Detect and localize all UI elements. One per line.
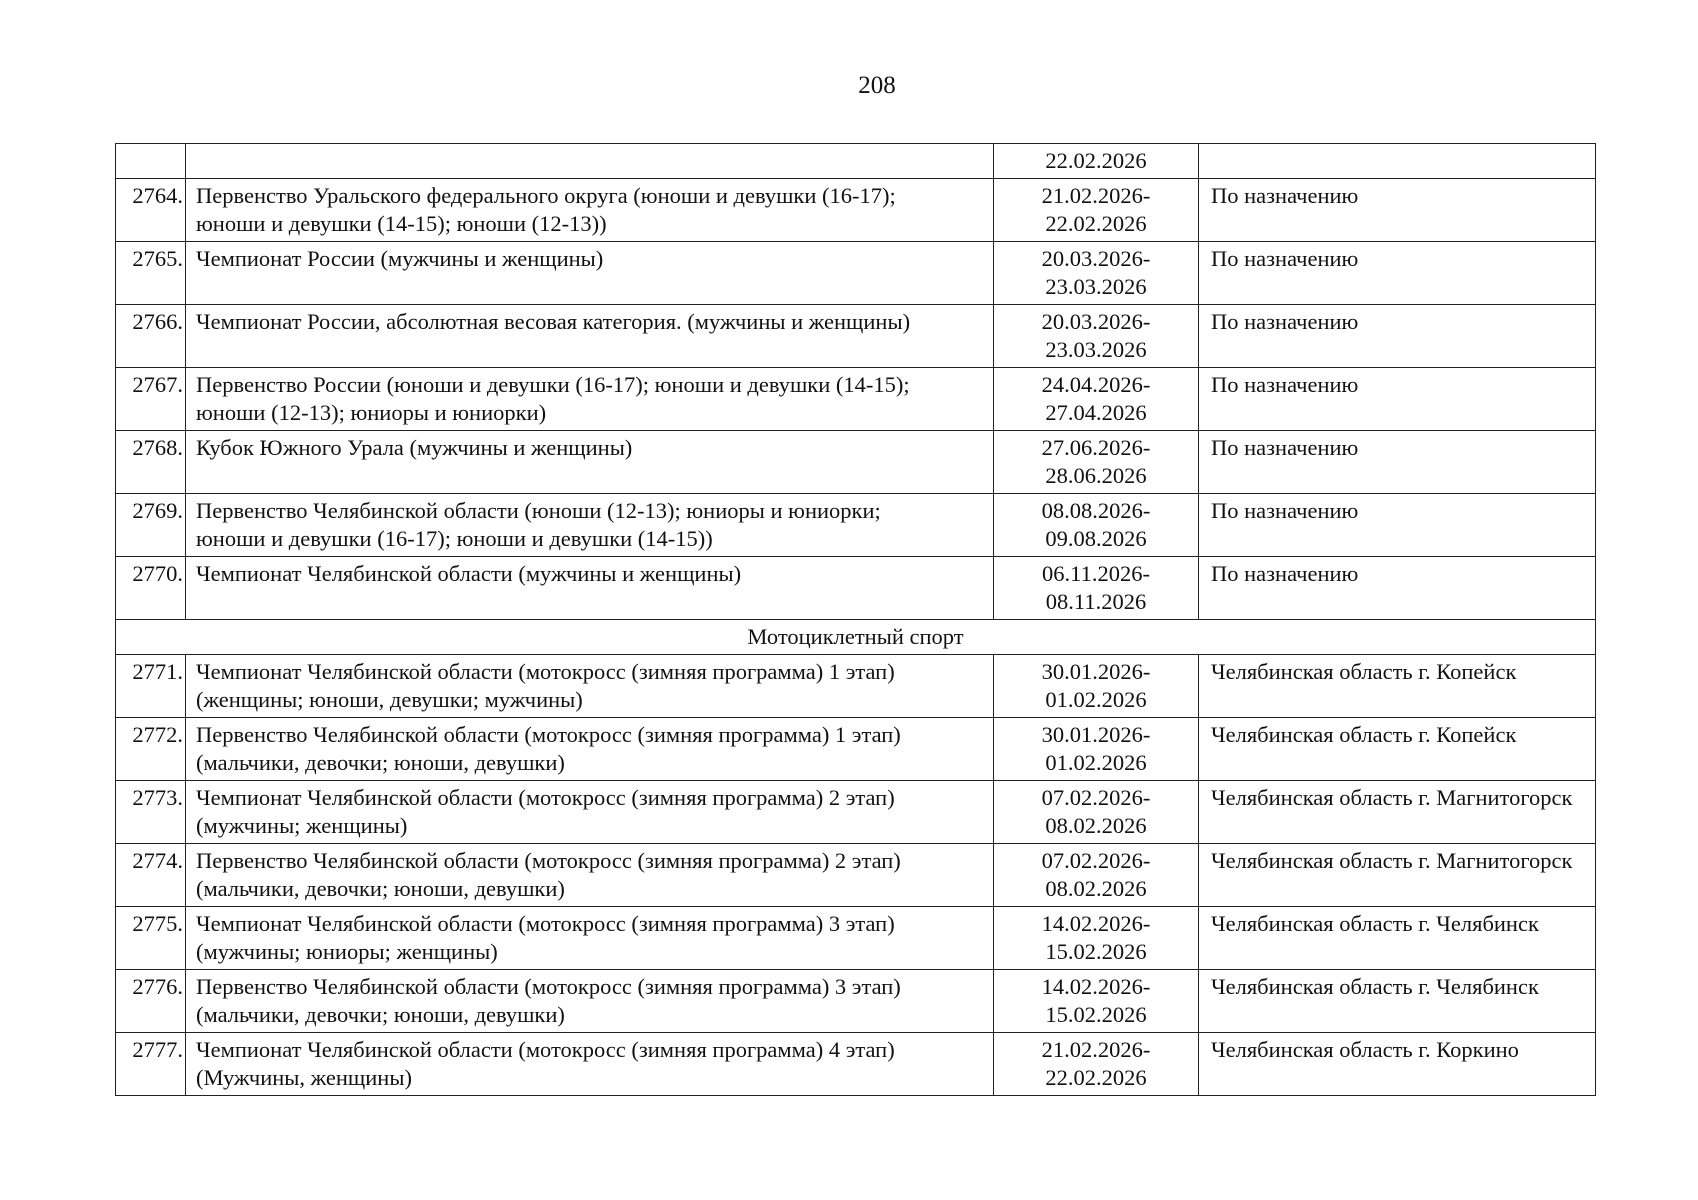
event-name-line: Чемпионат Челябинской области (мотокросс (зимняя программа) 3 этап) [196, 911, 895, 936]
event-place-cell [1199, 305, 1596, 368]
date-end: 27.04.2026 [1045, 400, 1147, 425]
event-dates-cell [994, 368, 1199, 431]
date-start: 06.11.2026- [1042, 561, 1150, 586]
event-dates-cell [994, 970, 1199, 1033]
date-end: 22.02.2026 [1045, 1065, 1147, 1090]
event-place-cell [1199, 844, 1596, 907]
event-dates-cell [994, 844, 1199, 907]
row-number-cell: 2771. [116, 655, 186, 718]
row-number-cell: 2776. [116, 970, 186, 1033]
event-dates-cell [994, 718, 1199, 781]
event-name-line: юноши (12-13); юниоры и юниорки) [196, 400, 547, 425]
table-row [116, 179, 1596, 242]
event-place-cell [1199, 907, 1596, 970]
event-place: По назначению [1211, 246, 1359, 271]
date-start: 07.02.2026- [1041, 785, 1151, 810]
date-start: 21.02.2026- [1041, 1037, 1151, 1062]
event-name-cell [186, 844, 994, 907]
event-name-line: (мужчины; юниоры; женщины) [196, 939, 498, 964]
section-title: Мотоциклетный спорт [116, 620, 1596, 655]
event-name-cell [186, 305, 994, 368]
event-name-cell [186, 494, 994, 557]
event-name-line: Первенство Челябинской области (мотокросс (зимняя программа) 1 этап) [196, 722, 901, 747]
event-name-line: (Мужчины, женщины) [196, 1065, 412, 1090]
event-dates-cell [994, 781, 1199, 844]
date-end: 01.02.2026 [1045, 750, 1147, 775]
event-dates-cell [994, 179, 1199, 242]
event-place-cell [1199, 179, 1596, 242]
event-name-line: (мальчики, девочки; юноши, девушки) [196, 750, 565, 775]
table-row [116, 557, 1596, 620]
row-number-cell: 2767. [116, 368, 186, 431]
date-end: 08.02.2026 [1045, 813, 1147, 838]
event-name-line: Чемпионат Челябинской области (мотокросс (зимняя программа) 4 этап) [196, 1037, 895, 1062]
event-place-cell [1199, 655, 1596, 718]
event-place: По назначению [1211, 561, 1359, 586]
row-number-cell: 2768. [116, 431, 186, 494]
event-name-line: Первенство Челябинской области (юноши (12-13); юниоры и юниорки; [196, 498, 881, 523]
event-name-cell [186, 368, 994, 431]
event-dates-cell [994, 1033, 1199, 1096]
event-dates-cell: 22.02.2026 [994, 144, 1199, 179]
event-name-line: Первенство Уральского федерального округа (юноши и девушки (16-17); [196, 183, 896, 208]
event-name-cell [186, 557, 994, 620]
event-place-cell [1199, 494, 1596, 557]
event-place-cell [1199, 144, 1596, 179]
row-number-cell: 2764. [116, 179, 186, 242]
event-name-cell [186, 144, 994, 179]
row-number-cell: 2765. [116, 242, 186, 305]
event-dates-cell [994, 242, 1199, 305]
event-name-line: Чемпионат России (мужчины и женщины) [196, 246, 604, 271]
date-start: 20.03.2026- [1041, 246, 1151, 271]
event-place-cell [1199, 557, 1596, 620]
event-place-cell [1199, 1033, 1596, 1096]
event-name-line: Чемпионат Челябинской области (мотокросс (зимняя программа) 2 этап) [196, 785, 895, 810]
date-end: 09.08.2026 [1045, 526, 1147, 551]
date-end: 08.11.2026 [1045, 589, 1147, 614]
event-place: По назначению [1211, 372, 1359, 397]
event-place: Челябинская область г. Коркино [1211, 1037, 1519, 1062]
date-end: 15.02.2026 [1045, 939, 1147, 964]
row-number-cell: 2769. [116, 494, 186, 557]
event-dates-cell [994, 494, 1199, 557]
table-row-continued [116, 144, 1596, 179]
event-name-line: Первенство России (юноши и девушки (16-17); юноши и девушки (14-15); [196, 372, 910, 397]
event-name-line: (мальчики, девочки; юноши, девушки) [196, 1002, 565, 1027]
table-row [116, 431, 1596, 494]
date-end: 23.03.2026 [1045, 337, 1147, 362]
event-name-line: юноши и девушки (16-17); юноши и девушки (14-15)) [196, 526, 713, 551]
date-end: 23.03.2026 [1045, 274, 1147, 299]
row-number-cell: 2774. [116, 844, 186, 907]
event-name-line: Чемпионат России, абсолютная весовая категория. (мужчины и женщины) [196, 309, 911, 334]
event-place-cell [1199, 242, 1596, 305]
date-start: 30.01.2026- [1041, 722, 1151, 747]
event-place: Челябинская область г. Магнитогорск [1211, 785, 1573, 810]
row-number-cell: 2772. [116, 718, 186, 781]
event-place-cell [1199, 431, 1596, 494]
event-name-line: (женщины; юноши, девушки; мужчины) [196, 687, 583, 712]
date-end: 22.02.2026 [1045, 211, 1147, 236]
event-name-cell [186, 781, 994, 844]
event-place: Челябинская область г. Копейск [1211, 722, 1517, 747]
table-row [116, 655, 1596, 718]
event-name-cell [186, 718, 994, 781]
event-name-cell [186, 1033, 994, 1096]
page-number: 208 [858, 72, 896, 99]
date-start: 27.06.2026- [1041, 435, 1151, 460]
event-place-cell [1199, 718, 1596, 781]
date-start: 24.04.2026- [1041, 372, 1151, 397]
event-dates-cell [994, 431, 1199, 494]
row-number-cell [116, 144, 186, 179]
date-start: 07.02.2026- [1041, 848, 1151, 873]
event-place: По назначению [1211, 435, 1359, 460]
date-start: 20.03.2026- [1041, 309, 1151, 334]
row-number-cell: 2777. [116, 1033, 186, 1096]
date-start: 30.01.2026- [1041, 659, 1151, 684]
event-dates-cell [994, 305, 1199, 368]
table-row [116, 970, 1596, 1033]
event-dates-cell [994, 655, 1199, 718]
event-place: Челябинская область г. Челябинск [1211, 974, 1539, 999]
date-start: 08.08.2026- [1041, 498, 1151, 523]
event-place-cell [1199, 368, 1596, 431]
event-name-line: Чемпионат Челябинской области (мотокросс (зимняя программа) 1 этап) [196, 659, 895, 684]
date-end: 28.06.2026 [1045, 463, 1147, 488]
date-start: 14.02.2026- [1041, 911, 1151, 936]
events-table [115, 143, 1596, 1096]
event-name-line: (мужчины; женщины) [196, 813, 408, 838]
event-place: Челябинская область г. Копейск [1211, 659, 1517, 684]
table-row [116, 494, 1596, 557]
event-place-cell [1199, 781, 1596, 844]
table-row [116, 368, 1596, 431]
event-place: По назначению [1211, 309, 1359, 334]
event-name-line: (мальчики, девочки; юноши, девушки) [196, 876, 565, 901]
date-start: 21.02.2026- [1041, 183, 1151, 208]
table-row [116, 907, 1596, 970]
event-name-cell [186, 655, 994, 718]
table-row [116, 242, 1596, 305]
row-number-cell: 2775. [116, 907, 186, 970]
section-header-row [116, 620, 1596, 655]
event-place-cell [1199, 970, 1596, 1033]
event-place: По назначению [1211, 183, 1359, 208]
event-name-cell [186, 431, 994, 494]
table-row [116, 844, 1596, 907]
row-number-cell: 2770. [116, 557, 186, 620]
event-place: Челябинская область г. Челябинск [1211, 911, 1539, 936]
event-name-cell [186, 970, 994, 1033]
table-row [116, 718, 1596, 781]
table-row [116, 781, 1596, 844]
event-name-line: Чемпионат Челябинской области (мужчины и женщины) [196, 561, 742, 586]
date-end: 15.02.2026 [1045, 1002, 1147, 1027]
table-row [116, 1033, 1596, 1096]
row-number-cell: 2766. [116, 305, 186, 368]
event-name-cell [186, 179, 994, 242]
date-start: 14.02.2026- [1041, 974, 1151, 999]
event-name-cell [186, 907, 994, 970]
event-name-line: Первенство Челябинской области (мотокросс (зимняя программа) 3 этап) [196, 974, 901, 999]
event-place: По назначению [1211, 498, 1359, 523]
event-name-line: Кубок Южного Урала (мужчины и женщины) [196, 435, 633, 460]
date-end: 08.02.2026 [1045, 876, 1147, 901]
event-name-line: юноши и девушки (14-15); юноши (12-13)) [196, 211, 607, 236]
event-name-line: Первенство Челябинской области (мотокросс (зимняя программа) 2 этап) [196, 848, 901, 873]
event-dates-cell [994, 907, 1199, 970]
table-row [116, 305, 1596, 368]
row-number-cell: 2773. [116, 781, 186, 844]
date-end: 01.02.2026 [1045, 687, 1147, 712]
event-name-cell [186, 242, 994, 305]
event-place: Челябинская область г. Магнитогорск [1211, 848, 1573, 873]
event-dates-cell [994, 557, 1199, 620]
